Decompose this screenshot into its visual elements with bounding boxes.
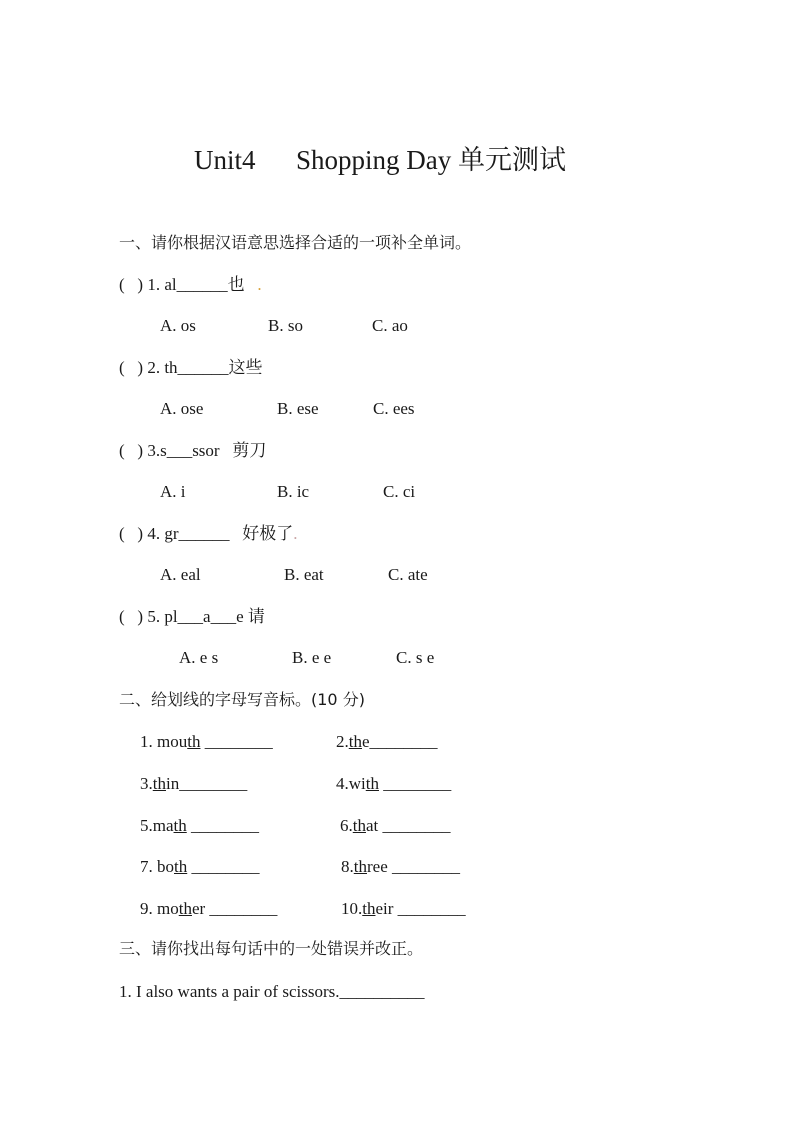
phonetic-item-9-pre: 9. mo	[140, 899, 179, 918]
question-1-option-a: A. os	[160, 316, 196, 335]
page-title: Unit4 Shopping Day 单元测试	[193, 145, 566, 175]
phonetic-item-6-post: at ________	[365, 816, 451, 835]
question-2-stem: ( ) 2. th______这些	[119, 358, 263, 377]
phonetic-item-6-underlined: th	[352, 816, 366, 835]
question-4-option-a: A. eal	[160, 565, 201, 584]
stray-dot-mark: .	[257, 275, 262, 294]
phonetic-item-4-post: ________	[378, 774, 452, 793]
phonetic-item-2-underlined: th	[348, 732, 362, 751]
phonetic-item-8-post: ree ________	[366, 857, 460, 876]
question-5-option-a: A. e s	[179, 648, 219, 667]
section2-heading: 二、给划线的字母写音标。(10 分)	[119, 690, 365, 709]
phonetic-item-3-underlined: th	[152, 774, 166, 793]
phonetic-item-4-pre: 4.wi	[336, 774, 366, 793]
phonetic-item-7-underlined: th	[174, 857, 188, 876]
question-3-option-c: C. ci	[383, 482, 416, 501]
phonetic-item-4-underlined: th	[365, 774, 379, 793]
question-5-option-b: B. e e	[292, 648, 332, 667]
question-1-option-b: B. so	[268, 316, 303, 335]
phonetic-item-4	[336, 772, 451, 796]
phonetic-item-7	[140, 855, 259, 879]
question-2-option-a: A. ose	[160, 399, 204, 418]
phonetic-item-9-underlined: th	[178, 899, 192, 918]
phonetic-item-7-pre: 7. bo	[140, 857, 174, 876]
phonetic-item-3	[140, 772, 247, 796]
correction-item-1: 1. I also wants a pair of scissors.__________	[119, 982, 425, 1001]
question-4-stem-text: ( ) 4. gr______ 好极了	[119, 524, 294, 543]
phonetic-item-2-pre: 2.	[336, 732, 349, 751]
phonetic-item-10-underlined: th	[362, 899, 376, 918]
phonetic-item-5	[140, 814, 259, 838]
question-2-option-c: C. ees	[373, 399, 415, 418]
phonetic-item-2	[336, 730, 438, 754]
phonetic-item-1-post: ________	[200, 732, 273, 751]
phonetic-item-5-post: ________	[186, 816, 260, 835]
phonetic-item-10-pre: 10.	[341, 899, 363, 918]
question-1-stem-text: ( ) 1. al______也	[119, 275, 245, 294]
question-5-stem: ( ) 5. pl___a___e 请	[119, 607, 265, 626]
phonetic-item-8-pre: 8.	[341, 857, 354, 876]
phonetic-item-9-post: er ________	[191, 899, 278, 918]
question-4-stem	[119, 522, 297, 546]
question-3-stem: ( ) 3.s___ssor 剪刀	[119, 441, 267, 460]
question-4-option-c: C. ate	[388, 565, 428, 584]
phonetic-item-5-underlined: th	[173, 816, 187, 835]
section3-heading: 三、请你找出每句话中的一处错误并改正。	[119, 939, 424, 958]
section1-heading: 一、请你根据汉语意思选择合适的一项补全单词。	[119, 233, 472, 252]
phonetic-item-1	[140, 730, 273, 754]
phonetic-item-10	[341, 897, 466, 921]
phonetic-item-1-underlined: th	[187, 732, 201, 751]
stray-dot-mark: .	[293, 524, 298, 543]
phonetic-item-5-pre: 5.ma	[140, 816, 174, 835]
phonetic-item-2-post: e________	[361, 732, 438, 751]
phonetic-item-6-pre: 6.	[340, 816, 353, 835]
phonetic-item-8	[341, 855, 460, 879]
phonetic-item-7-post: ________	[187, 857, 260, 876]
phonetic-item-10-post: eir ________	[375, 899, 466, 918]
phonetic-item-3-post: in________	[165, 774, 248, 793]
question-1-stem	[119, 273, 262, 297]
phonetic-item-1-pre: 1. mou	[140, 732, 188, 751]
question-4-option-b: B. eat	[284, 565, 324, 584]
question-3-option-b: B. ic	[277, 482, 310, 501]
question-5-option-c: C. s e	[396, 648, 435, 667]
question-3-option-a: A. i	[160, 482, 186, 501]
question-1-option-c: C. ao	[372, 316, 408, 335]
phonetic-item-9	[140, 897, 277, 921]
phonetic-item-3-pre: 3.	[140, 774, 153, 793]
phonetic-item-8-underlined: th	[353, 857, 367, 876]
question-2-option-b: B. ese	[277, 399, 319, 418]
phonetic-item-6	[340, 814, 451, 838]
